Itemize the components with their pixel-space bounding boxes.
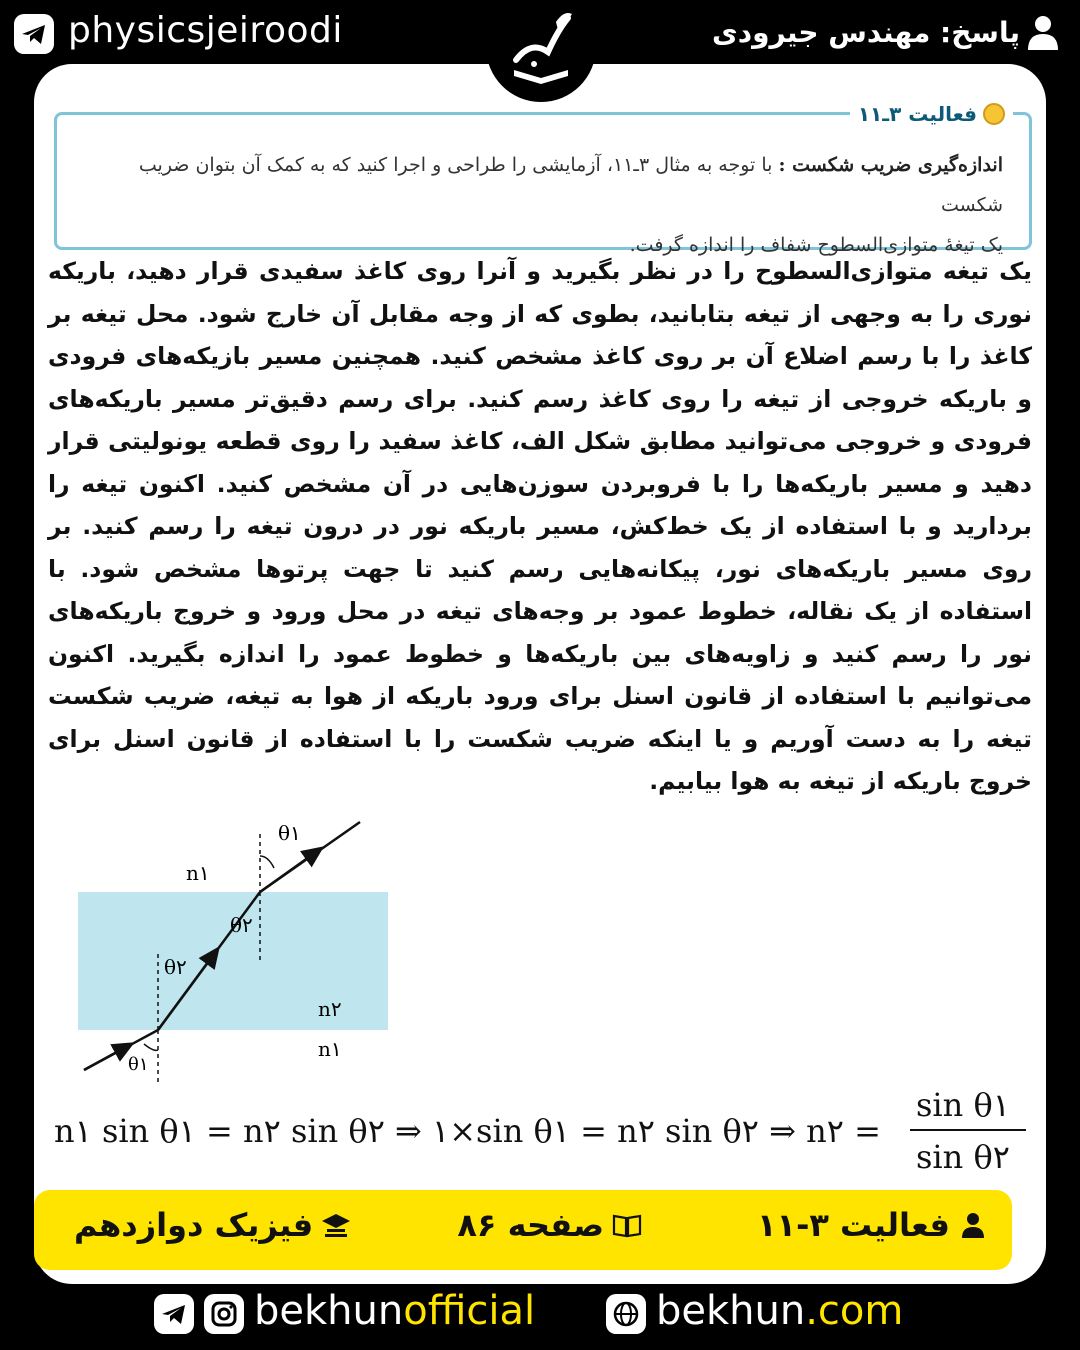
snell-formula: [54, 1076, 1034, 1176]
label-n1-top: n۱: [186, 861, 210, 885]
official-handle-prefix: bekhun: [254, 1288, 404, 1334]
answer-author: پاسخ: مهندس جیرودی: [712, 16, 1020, 49]
telegram-icon[interactable]: [14, 14, 54, 54]
label-theta1-top: θ۱: [278, 821, 301, 845]
website-prefix: bekhun: [656, 1288, 806, 1334]
globe-icon[interactable]: [606, 1294, 646, 1334]
angle-arc-1: [144, 1044, 158, 1050]
website-suffix: .com: [805, 1288, 904, 1334]
bekhun-logo: [486, 0, 596, 102]
emergent-arrow: [260, 852, 316, 892]
teacher-icon: [958, 1210, 988, 1240]
graduation-cap-icon: [321, 1210, 351, 1240]
refraction-diagram: [54, 804, 394, 1094]
activity-line-2: یک تیغهٔ متوازی‌السطوح شفاف را اندازه گرفت.: [629, 234, 1003, 256]
formula-main: n۱ sin θ۱ = n۲ sin θ۲ ⇒ ۱×sin θ۱ = n۲ sin θ۲ ⇒ n۲ =: [54, 1112, 881, 1150]
book-label-text: فیزیک دوازدهم: [74, 1206, 314, 1244]
formula-numerator: sin θ۱: [916, 1086, 1010, 1124]
telegram-icon[interactable]: [154, 1294, 194, 1334]
answer-paragraph: یک تیغه متوازی‌السطوح را در نظر بگیرید و آنرا روی کاغذ سفیدی قرار دهید، باریکه نوری را به وجهی از تیغه بتابانید، بطوی که از وجه مقابل آن خارج شود. محل تیغه بر کاغذ را با رسم اضلاع آن بر روی کاغذ مشخص کنید. همچنین مسیر بازیکه‌های فرودی و باریکه خروجی از تیغه را روی کاغذ رسم کنید. برای رسم دقیق‌تر مسیر باریکه‌های فرودی و خروجی می‌توانید مطابق شکل الف، کاغذ سفید را روی قطعه یونولیتی قرار دهید و مسیر باریکه‌ها را با فروبردن سوزن‌هایی در آن مشخص کنید. اکنون تیغه را بردارید و با استفاده از یک خط‌کش، مسیر باریکه نور در درون تیغه را رسم کنید. بر روی مسیر باریکه‌های نور، پیکانه‌هایی رسم کنید تا جهت پرتوها مشخص شود. با استفاده از یک نقاله، خطوط عمود بر وجه‌های تیغه در محل ورود و خروج باریکه‌های نور را رسم کنید و زاویه‌های بین باریکه‌ها و خطوط عمود را اندازه بگیرید. اکنون می‌توانیم با استفاده از قانون اسنل برای ورود باریکه از هوا به تیغه، ضریب شکست تیغه را به دست آوریم و یا اینکه ضریب شکست را با استفاده از قانون اسنل برای خروج باریکه از تیغه به هوا بیابیم.: [48, 257, 1032, 795]
activity-label: [757, 1206, 988, 1244]
label-theta2-inner: θ۲: [230, 913, 253, 937]
activity-title: [850, 102, 1013, 126]
official-handle-suffix: official: [403, 1288, 536, 1334]
info-bar: [34, 1190, 1012, 1270]
page-label-text: صفحه ۸۶: [457, 1206, 604, 1244]
book-open-icon: [612, 1210, 642, 1240]
activity-title-text: فعالیت ۳ـ۱۱: [857, 102, 977, 126]
page-label: [457, 1206, 642, 1244]
activity-box: [54, 102, 1032, 256]
incident-arrow: [84, 1047, 126, 1070]
label-n1-bottom: n۱: [318, 1037, 342, 1061]
content-card: [34, 64, 1046, 1284]
book-label: [74, 1206, 351, 1244]
label-n2: n۲: [318, 997, 342, 1021]
official-handle[interactable]: [254, 1288, 535, 1334]
formula-denominator: sin θ۲: [916, 1138, 1010, 1176]
activity-heading: اندازه‌گیری ضریب شکست :: [778, 154, 1003, 176]
bullet-icon: [983, 103, 1005, 125]
instagram-icon[interactable]: [204, 1294, 244, 1334]
label-theta2-left: θ۲: [164, 955, 187, 979]
angle-arc-top: [260, 856, 274, 868]
activity-text: [73, 145, 1003, 265]
activity-label-text: فعالیت ۳-۱۱: [757, 1206, 950, 1244]
user-icon: [1026, 14, 1060, 52]
channel-handle[interactable]: physicsjeiroodi: [68, 10, 343, 51]
website-link[interactable]: [656, 1288, 903, 1334]
activity-line-1: با توجه به مثال ۳ـ۱۱، آزمایشی را طراحی و اجرا کنید که به کمک آن بتوان ضریب شکست: [138, 154, 1003, 216]
label-theta1-bottom: θ۱: [128, 1054, 149, 1075]
footer: [0, 1282, 1080, 1350]
